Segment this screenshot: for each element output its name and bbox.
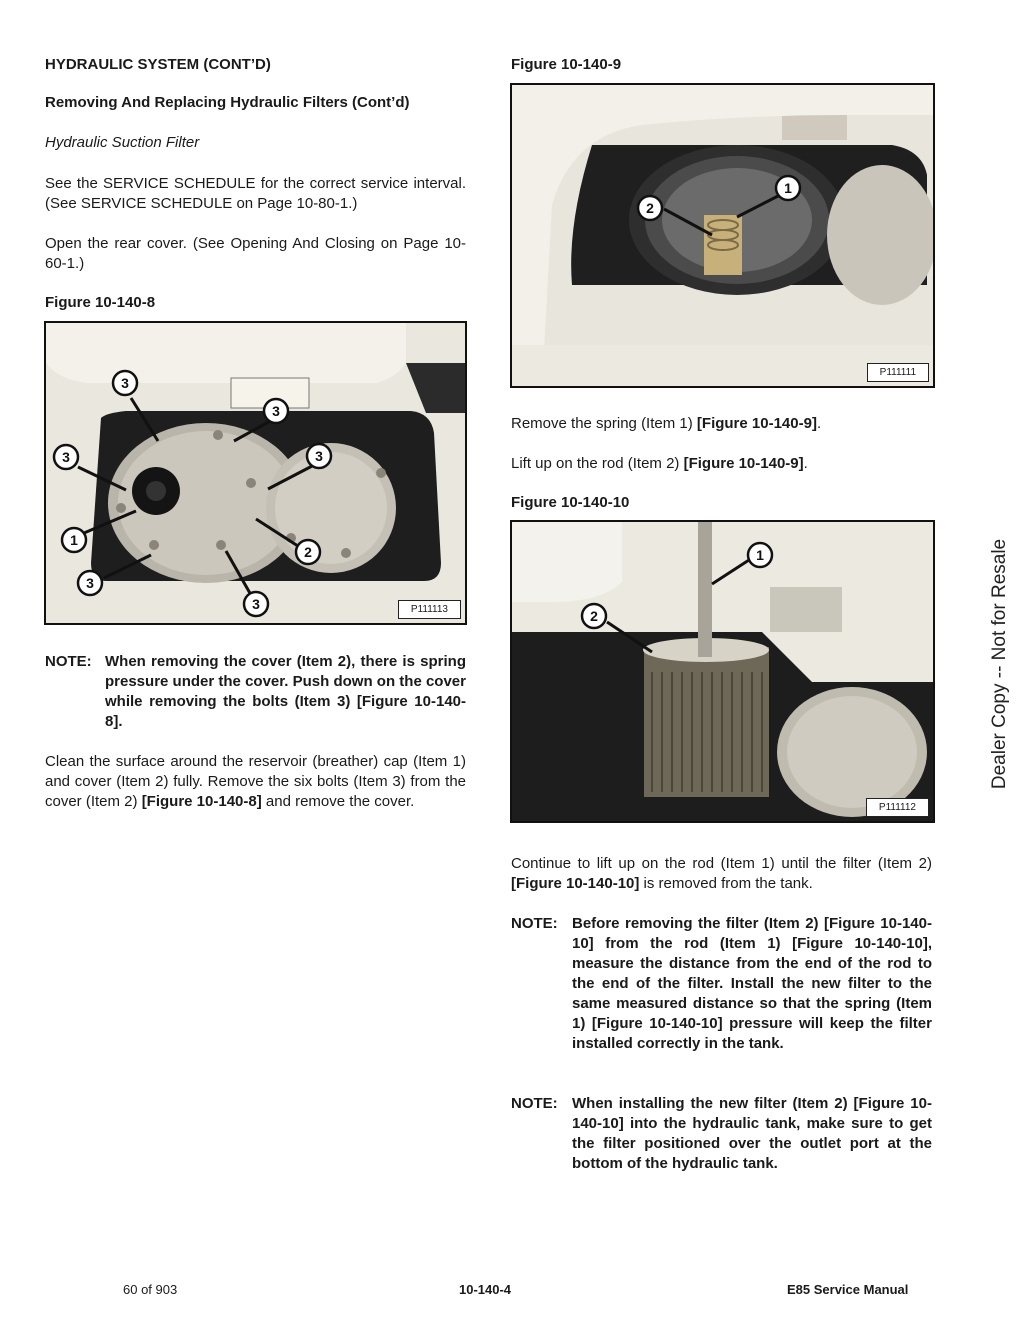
figure-10-callout: 1	[756, 547, 764, 563]
figure-10-callout: 2	[590, 608, 598, 624]
figure-8-code: P111113	[398, 600, 461, 619]
section-title: HYDRAULIC SYSTEM (CONT’D)	[45, 56, 271, 73]
paragraph-remove-bolts: Clean the surface around the reservoir (breather) cap (Item 1) and cover (Item 2) fully. Remove the six bolts (Item 3) from the cover (Item 2) [Figure 10-140-8] and remove the cover.	[45, 753, 466, 810]
figure-9-title: Figure 10-140-9	[511, 56, 622, 73]
figure-8-callout: 2	[304, 544, 312, 560]
subsection-title: Removing And Replacing Hydraulic Filters (Cont’d)	[45, 94, 410, 111]
note-label: NOTE:	[511, 1095, 558, 1112]
figure-9-callout: 1	[784, 180, 792, 196]
figure-8-callout: 3	[272, 403, 280, 419]
step-continue-lift: Continue to lift up on the rod (Item 1) until the filter (Item 2) [Figure 10-140-10] is removed from the tank.	[511, 855, 932, 892]
figure-8-callout: 3	[121, 375, 129, 391]
figure-8-callout: 3	[252, 596, 260, 612]
footer-page-number: 10-140-4	[459, 1282, 512, 1297]
figure-10-title: Figure 10-140-10	[511, 494, 630, 511]
figure-8-callout: 1	[70, 532, 78, 548]
note-text: When installing the new filter (Item 2) [Figure 10-140-10] into the hydraulic tank, make sure to get the filter positioned over the outlet port at the bottom of the hydraulic tank.	[572, 1095, 932, 1172]
topic-title: Hydraulic Suction Filter	[45, 134, 200, 151]
figure-10-photo	[510, 520, 935, 823]
figure-8-callout: 3	[62, 449, 70, 465]
footer-page-count: 60 of 903	[123, 1282, 178, 1297]
note-text: Before removing the filter (Item 2) [Figure 10-140-10] from the rod (Item 1) [Figure 10-140-10], measure the distance from the end of the rod to the end of the filter. Install the new filter to the same measured distance so that the spring (Item 1) [Figure 10-140-10] pressure will keep the filter installed correctly in the tank.	[572, 915, 932, 1052]
step-lift-rod: Lift up on the rod (Item 2) [Figure 10-140-9].	[511, 455, 808, 472]
footer-manual-title: E85 Service Manual	[787, 1282, 909, 1297]
note-spring-pressure	[45, 652, 466, 732]
figure-9-photo	[510, 83, 935, 388]
figure-8-callout: 3	[315, 448, 323, 464]
figure-9-code: P111111	[867, 363, 929, 382]
figure-8-callout: 3	[86, 575, 94, 591]
note-install-filter	[511, 1094, 932, 1174]
paragraph-open-cover: Open the rear cover. (See Opening And Closing on Page 10-60-1.)	[45, 235, 466, 272]
figure-10-code: P111112	[866, 798, 929, 817]
figure-8-title: Figure 10-140-8	[45, 294, 156, 311]
note-measure-distance	[511, 914, 932, 1074]
note-text: When removing the cover (Item 2), there is spring pressure under the cover. Push down on the cover while removing the bolts (Item 3) [Figure 10-140-8].	[105, 653, 466, 730]
note-label: NOTE:	[511, 915, 558, 932]
note-label: NOTE:	[45, 653, 92, 670]
figure-8-photo	[44, 321, 467, 625]
figure-9-callout: 2	[646, 200, 654, 216]
step-remove-spring: Remove the spring (Item 1) [Figure 10-140-9].	[511, 415, 822, 432]
dealer-copy-watermark: Dealer Copy -- Not for Resale	[989, 538, 1010, 790]
paragraph-service-interval: See the SERVICE SCHEDULE for the correct service interval. (See SERVICE SCHEDULE on Page 10-80-1.)	[45, 175, 466, 212]
